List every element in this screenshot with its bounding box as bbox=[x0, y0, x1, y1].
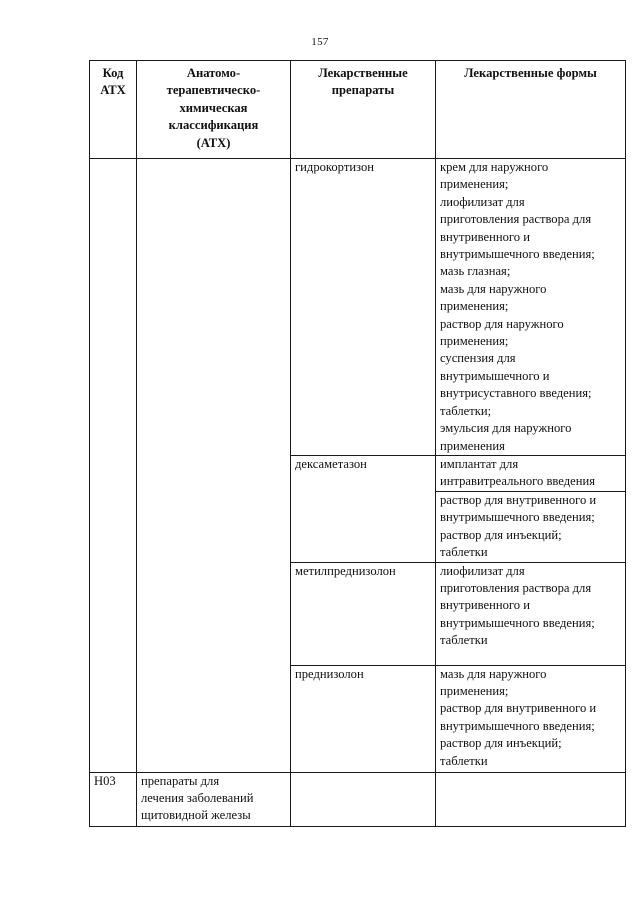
atx-table bbox=[89, 60, 626, 827]
page-number: 157 bbox=[311, 36, 329, 48]
code-cell-merged bbox=[90, 159, 137, 773]
header-code: Код АТХ bbox=[90, 61, 137, 159]
table-row-group bbox=[90, 772, 626, 826]
classification-cell: препараты для лечения заболеваний щитовидной железы bbox=[137, 772, 291, 826]
forms-cell: лиофилизат для приготовления раствора для внутривенного и внутримышечного введения; таблетки bbox=[436, 562, 626, 665]
drug-cell: дексаметазон bbox=[291, 455, 436, 562]
code-cell: H03 bbox=[90, 772, 137, 826]
table-header-row bbox=[90, 61, 626, 159]
forms-cell bbox=[436, 772, 626, 826]
drug-cell: метилпреднизолон bbox=[291, 562, 436, 665]
header-forms: Лекарственные формы bbox=[436, 61, 626, 159]
header-classification: Анатомо- терапевтическо- химическая классификация (АТХ) bbox=[137, 61, 291, 159]
drug-cell: преднизолон bbox=[291, 665, 436, 772]
forms-cell: имплантат для интравитреального введения bbox=[436, 455, 626, 491]
classification-cell-merged bbox=[137, 159, 291, 773]
drug-cell: гидрокортизон bbox=[291, 159, 436, 456]
drug-cell bbox=[291, 772, 436, 826]
header-drugs: Лекарственные препараты bbox=[291, 61, 436, 159]
forms-cell: мазь для наружного применения; раствор для внутривенного и внутримышечного введения; раствор для инъекций; таблетки bbox=[436, 665, 626, 772]
forms-cell: раствор для внутривенного и внутримышечного введения; раствор для инъекций; таблетки bbox=[436, 491, 626, 562]
forms-cell: крем для наружного применения; лиофилизат для приготовления раствора для внутривенного и внутримышечного введения; мазь глазная; мазь для наружного применения; раствор для наружного применения; суспензия для внутримышечного и внутрисуставного введения; таблетки; эмульсия для наружного применения bbox=[436, 159, 626, 456]
table-row bbox=[90, 159, 626, 456]
